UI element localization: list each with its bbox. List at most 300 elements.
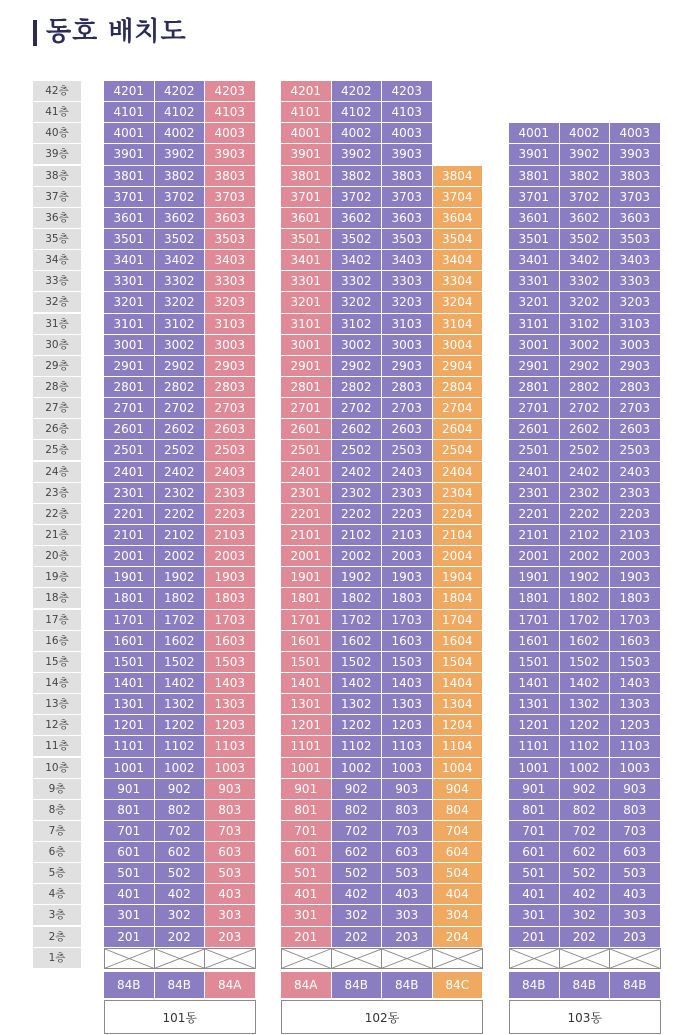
unit-cell: 3803 — [610, 166, 661, 187]
unit-cell: 4102 — [155, 102, 206, 123]
unit-cell: 3603 — [382, 208, 433, 229]
unit-cell: 2303 — [382, 483, 433, 504]
floor-row — [509, 779, 661, 800]
unit-cell: 1902 — [155, 567, 206, 588]
unit-cell: 3304 — [433, 271, 484, 292]
floor-label: 22층 — [33, 504, 81, 524]
unit-cell: 1403 — [382, 673, 433, 694]
unit-cell: 503 — [382, 863, 433, 884]
floor-row — [281, 779, 483, 800]
unit-cell: 402 — [155, 884, 206, 905]
floor-row — [281, 419, 483, 440]
unit-cell: 3002 — [560, 335, 611, 356]
unit-cell: 2702 — [332, 398, 383, 419]
unit-cell: 603 — [382, 842, 433, 863]
unit-cell: 2702 — [560, 398, 611, 419]
floor-row — [509, 314, 661, 335]
empty-cell — [433, 102, 484, 123]
unit-cell: 1204 — [433, 715, 484, 736]
empty-cell — [509, 81, 560, 102]
unit-cell: 2801 — [281, 377, 332, 398]
pilotis-x-cell — [509, 948, 560, 969]
unit-cell: 4101 — [104, 102, 155, 123]
floor-label: 24층 — [33, 462, 81, 482]
floor-row — [104, 440, 256, 461]
floor-row — [104, 483, 256, 504]
unit-cell: 2701 — [281, 398, 332, 419]
unit-cell: 203 — [610, 927, 661, 948]
unit-cell: 3003 — [382, 335, 433, 356]
unit-cell: 3404 — [433, 250, 484, 271]
unit-cell: 1903 — [382, 567, 433, 588]
unit-cell: 3401 — [509, 250, 560, 271]
floor-row — [509, 673, 661, 694]
unit-cell: 1502 — [560, 652, 611, 673]
floor-row — [509, 356, 661, 377]
unit-cell: 2303 — [205, 483, 256, 504]
unit-cell: 1304 — [433, 694, 484, 715]
unit-cell: 2101 — [509, 525, 560, 546]
unit-cell: 201 — [281, 927, 332, 948]
unit-cell: 303 — [610, 905, 661, 926]
unit-cell: 2002 — [332, 546, 383, 567]
unit-cell: 3503 — [205, 229, 256, 250]
unit-cell: 3803 — [205, 166, 256, 187]
page-title: 동호 배치도 — [46, 17, 187, 47]
unit-cell: 1101 — [104, 736, 155, 757]
floor-row — [281, 377, 483, 398]
unit-cell: 504 — [433, 863, 484, 884]
unit-cell: 1103 — [382, 736, 433, 757]
unit-cell: 1202 — [560, 715, 611, 736]
floor-row — [509, 525, 661, 546]
unit-cell: 3202 — [560, 292, 611, 313]
unit-cell: 1303 — [205, 694, 256, 715]
unit-cell: 3701 — [281, 187, 332, 208]
unit-cell: 204 — [433, 927, 484, 948]
unit-cell: 802 — [155, 800, 206, 821]
title-accent-bar — [33, 20, 37, 46]
unit-cell: 1703 — [205, 610, 256, 631]
unit-cell: 2302 — [155, 483, 206, 504]
unit-type-label: 84B — [104, 972, 155, 998]
floor-label: 29층 — [33, 356, 81, 376]
floor-row — [281, 821, 483, 842]
unit-cell: 1704 — [433, 610, 484, 631]
unit-cell: 3903 — [205, 144, 256, 165]
floor-row — [281, 525, 483, 546]
unit-cell: 2402 — [332, 462, 383, 483]
floor-row — [281, 335, 483, 356]
unit-cell: 3302 — [155, 271, 206, 292]
unit-cell: 2604 — [433, 419, 484, 440]
floor-row — [509, 271, 661, 292]
floor-row — [104, 377, 256, 398]
building-103 — [509, 81, 661, 1034]
unit-cell: 1003 — [205, 758, 256, 779]
floor-row — [104, 292, 256, 313]
unit-cell: 4003 — [610, 123, 661, 144]
unit-cell: 2804 — [433, 377, 484, 398]
unit-cell: 2002 — [560, 546, 611, 567]
floor-row — [104, 123, 256, 144]
unit-cell: 2904 — [433, 356, 484, 377]
unit-cell: 2202 — [155, 504, 206, 525]
unit-cell: 2603 — [382, 419, 433, 440]
pilotis-x-cell — [281, 948, 332, 969]
floor-label: 5층 — [33, 863, 81, 883]
unit-cell: 502 — [155, 863, 206, 884]
floor-row — [281, 905, 483, 926]
unit-cell: 601 — [281, 842, 332, 863]
pilotis-x-cell — [205, 948, 256, 969]
unit-cell: 1702 — [155, 610, 206, 631]
unit-type-label: 84A — [281, 972, 332, 998]
unit-cell: 2504 — [433, 440, 484, 461]
unit-cell: 1101 — [281, 736, 332, 757]
unit-cell: 702 — [332, 821, 383, 842]
unit-cell: 3704 — [433, 187, 484, 208]
unit-cell: 3601 — [509, 208, 560, 229]
unit-type-row — [281, 972, 483, 998]
floor-label: 38층 — [33, 166, 81, 186]
unit-cell: 3802 — [560, 166, 611, 187]
unit-cell: 2401 — [509, 462, 560, 483]
floor-label: 30층 — [33, 335, 81, 355]
unit-cell: 801 — [281, 800, 332, 821]
floor-row — [281, 631, 483, 652]
unit-cell: 601 — [509, 842, 560, 863]
unit-cell: 1503 — [205, 652, 256, 673]
unit-cell: 4202 — [155, 81, 206, 102]
unit-cell: 803 — [382, 800, 433, 821]
floor-row — [104, 546, 256, 567]
unit-cell: 3402 — [560, 250, 611, 271]
floor-row — [281, 842, 483, 863]
unit-cell: 3203 — [205, 292, 256, 313]
unit-cell: 2402 — [560, 462, 611, 483]
building-name-label: 103동 — [509, 1000, 661, 1034]
unit-cell: 3202 — [332, 292, 383, 313]
unit-cell: 3102 — [560, 314, 611, 335]
unit-cell: 3201 — [104, 292, 155, 313]
unit-cell: 1103 — [610, 736, 661, 757]
floor-row — [281, 250, 483, 271]
unit-cell: 3501 — [281, 229, 332, 250]
unit-cell: 701 — [104, 821, 155, 842]
unit-cell: 1702 — [560, 610, 611, 631]
floor-row — [104, 800, 256, 821]
unit-cell: 2801 — [104, 377, 155, 398]
unit-cell: 2202 — [560, 504, 611, 525]
floor-row — [104, 821, 256, 842]
floor-label: 21층 — [33, 525, 81, 545]
floor-label: 41층 — [33, 102, 81, 122]
unit-cell: 2701 — [509, 398, 560, 419]
pilotis-x-cell — [155, 948, 206, 969]
floor-row — [509, 462, 661, 483]
unit-cell: 301 — [281, 905, 332, 926]
unit-cell: 1804 — [433, 588, 484, 609]
unit-cell: 2003 — [610, 546, 661, 567]
floor-row — [509, 927, 661, 948]
unit-cell: 3901 — [104, 144, 155, 165]
unit-cell: 401 — [104, 884, 155, 905]
unit-cell: 1104 — [433, 736, 484, 757]
unit-cell: 2102 — [332, 525, 383, 546]
floor-row — [281, 187, 483, 208]
unit-cell: 3103 — [205, 314, 256, 335]
floor-row — [281, 694, 483, 715]
unit-cell: 1401 — [281, 673, 332, 694]
unit-cell: 3901 — [509, 144, 560, 165]
unit-cell: 4001 — [509, 123, 560, 144]
floor-row — [104, 419, 256, 440]
unit-cell: 2401 — [104, 462, 155, 483]
unit-cell: 1801 — [509, 588, 560, 609]
unit-cell: 3201 — [281, 292, 332, 313]
unit-cell: 3604 — [433, 208, 484, 229]
unit-cell: 3702 — [155, 187, 206, 208]
unit-cell: 1201 — [509, 715, 560, 736]
floor-row — [509, 208, 661, 229]
floor-label: 9층 — [33, 779, 81, 799]
unit-cell: 703 — [205, 821, 256, 842]
unit-cell: 1801 — [104, 588, 155, 609]
floor-row — [281, 271, 483, 292]
unit-cell: 3601 — [104, 208, 155, 229]
floor-row — [509, 610, 661, 631]
unit-cell: 2404 — [433, 462, 484, 483]
unit-cell: 3701 — [104, 187, 155, 208]
unit-cell: 1601 — [104, 631, 155, 652]
unit-cell: 1103 — [205, 736, 256, 757]
unit-cell: 3801 — [509, 166, 560, 187]
unit-cell: 2304 — [433, 483, 484, 504]
unit-cell: 2703 — [610, 398, 661, 419]
unit-cell: 2901 — [104, 356, 155, 377]
unit-cell: 1802 — [155, 588, 206, 609]
unit-cell: 701 — [281, 821, 332, 842]
floor-row — [509, 81, 661, 102]
unit-cell: 2902 — [155, 356, 206, 377]
unit-cell: 502 — [332, 863, 383, 884]
unit-cell: 603 — [610, 842, 661, 863]
unit-cell: 2803 — [382, 377, 433, 398]
unit-cell: 1601 — [281, 631, 332, 652]
unit-cell: 1603 — [382, 631, 433, 652]
floor-label: 10층 — [33, 758, 81, 778]
unit-type-row — [509, 972, 661, 998]
pilotis-x-cell — [610, 948, 661, 969]
unit-cell: 1301 — [281, 694, 332, 715]
unit-cell: 1004 — [433, 758, 484, 779]
unit-cell: 1701 — [104, 610, 155, 631]
unit-cell: 2603 — [610, 419, 661, 440]
unit-cell: 3001 — [104, 335, 155, 356]
unit-cell: 703 — [382, 821, 433, 842]
unit-cell: 901 — [104, 779, 155, 800]
unit-cell: 1102 — [560, 736, 611, 757]
unit-cell: 2501 — [281, 440, 332, 461]
floor-row — [104, 758, 256, 779]
unit-cell: 2403 — [382, 462, 433, 483]
floor-row — [104, 229, 256, 250]
unit-cell: 4103 — [205, 102, 256, 123]
unit-cell: 3402 — [332, 250, 383, 271]
building-name-label: 102동 — [281, 1000, 483, 1034]
unit-cell: 1902 — [560, 567, 611, 588]
unit-cell: 1904 — [433, 567, 484, 588]
unit-cell: 803 — [610, 800, 661, 821]
floor-row — [509, 588, 661, 609]
unit-cell: 4102 — [332, 102, 383, 123]
unit-cell: 1501 — [281, 652, 332, 673]
unit-cell: 2101 — [104, 525, 155, 546]
floor-row — [509, 800, 661, 821]
floor-row — [104, 102, 256, 123]
floor-label: 35층 — [33, 229, 81, 249]
floor-row — [104, 250, 256, 271]
unit-cell: 4001 — [281, 123, 332, 144]
unit-cell: 1603 — [610, 631, 661, 652]
unit-cell: 1701 — [509, 610, 560, 631]
unit-cell: 3303 — [382, 271, 433, 292]
floor-row — [281, 462, 483, 483]
floor-row — [104, 631, 256, 652]
unit-cell: 2802 — [155, 377, 206, 398]
unit-cell: 3504 — [433, 229, 484, 250]
floor-row — [509, 144, 661, 165]
unit-cell: 3102 — [155, 314, 206, 335]
unit-cell: 3803 — [382, 166, 433, 187]
floor-row — [281, 863, 483, 884]
floor-row — [281, 356, 483, 377]
unit-cell: 2601 — [281, 419, 332, 440]
unit-cell: 1203 — [382, 715, 433, 736]
unit-cell: 402 — [560, 884, 611, 905]
unit-cell: 2302 — [560, 483, 611, 504]
unit-cell: 1803 — [610, 588, 661, 609]
floor-row — [509, 419, 661, 440]
unit-cell: 1402 — [155, 673, 206, 694]
unit-cell: 1502 — [155, 652, 206, 673]
floor-row — [509, 187, 661, 208]
unit-cell: 3101 — [281, 314, 332, 335]
unit-cell: 2802 — [560, 377, 611, 398]
floor-row — [509, 377, 661, 398]
unit-cell: 3603 — [205, 208, 256, 229]
floor-row — [104, 905, 256, 926]
floor-row — [281, 715, 483, 736]
unit-cell: 2101 — [281, 525, 332, 546]
empty-cell — [433, 81, 484, 102]
floor-row — [509, 863, 661, 884]
unit-cell: 3902 — [560, 144, 611, 165]
floor-row — [104, 927, 256, 948]
unit-cell: 502 — [560, 863, 611, 884]
unit-cell: 2803 — [205, 377, 256, 398]
unit-cell: 2801 — [509, 377, 560, 398]
unit-cell: 1302 — [560, 694, 611, 715]
unit-cell: 2302 — [332, 483, 383, 504]
unit-cell: 3902 — [155, 144, 206, 165]
unit-cell: 1301 — [509, 694, 560, 715]
floor-label: 4층 — [33, 884, 81, 904]
unit-cell: 1002 — [560, 758, 611, 779]
unit-cell: 903 — [205, 779, 256, 800]
unit-cell: 403 — [205, 884, 256, 905]
floor-row — [104, 842, 256, 863]
unit-cell: 4101 — [281, 102, 332, 123]
floor-row — [509, 546, 661, 567]
floor-row — [281, 800, 483, 821]
unit-cell: 3101 — [509, 314, 560, 335]
unit-cell: 1602 — [332, 631, 383, 652]
unit-cell: 1302 — [332, 694, 383, 715]
floor-row — [281, 440, 483, 461]
floor-row — [104, 144, 256, 165]
unit-cell: 1202 — [332, 715, 383, 736]
unit-cell: 2104 — [433, 525, 484, 546]
empty-cell — [610, 102, 661, 123]
unit-cell: 3503 — [610, 229, 661, 250]
floor-label: 19층 — [33, 567, 81, 587]
unit-cell: 2002 — [155, 546, 206, 567]
unit-cell: 1902 — [332, 567, 383, 588]
empty-cell — [610, 81, 661, 102]
unit-type-label: 84B — [509, 972, 560, 998]
unit-cell: 3403 — [205, 250, 256, 271]
floor-row — [281, 652, 483, 673]
unit-cell: 202 — [155, 927, 206, 948]
unit-cell: 903 — [610, 779, 661, 800]
unit-cell: 3702 — [560, 187, 611, 208]
floor-row — [104, 398, 256, 419]
unit-cell: 2602 — [155, 419, 206, 440]
unit-cell: 1802 — [332, 588, 383, 609]
unit-cell: 3903 — [610, 144, 661, 165]
unit-cell: 2201 — [281, 504, 332, 525]
unit-cell: 3001 — [509, 335, 560, 356]
floor-label: 25층 — [33, 440, 81, 460]
unit-cell: 1302 — [155, 694, 206, 715]
unit-cell: 1403 — [610, 673, 661, 694]
unit-cell: 501 — [104, 863, 155, 884]
floor-row — [104, 166, 256, 187]
unit-cell: 501 — [509, 863, 560, 884]
unit-cell: 2001 — [281, 546, 332, 567]
unit-cell: 2201 — [104, 504, 155, 525]
unit-cell: 3003 — [205, 335, 256, 356]
floor-label: 2층 — [33, 927, 81, 947]
floor-label: 15층 — [33, 652, 81, 672]
unit-type-label: 84B — [382, 972, 433, 998]
floor-row — [281, 758, 483, 779]
unit-cell: 1901 — [104, 567, 155, 588]
unit-cell: 3002 — [155, 335, 206, 356]
unit-cell: 3002 — [332, 335, 383, 356]
unit-cell: 1503 — [382, 652, 433, 673]
unit-cell: 403 — [382, 884, 433, 905]
floor-row — [281, 208, 483, 229]
floor-row — [281, 736, 483, 757]
unit-cell: 2301 — [281, 483, 332, 504]
unit-cell: 3801 — [281, 166, 332, 187]
unit-cell: 2004 — [433, 546, 484, 567]
floor-label: 40층 — [33, 123, 81, 143]
unit-cell: 2003 — [205, 546, 256, 567]
